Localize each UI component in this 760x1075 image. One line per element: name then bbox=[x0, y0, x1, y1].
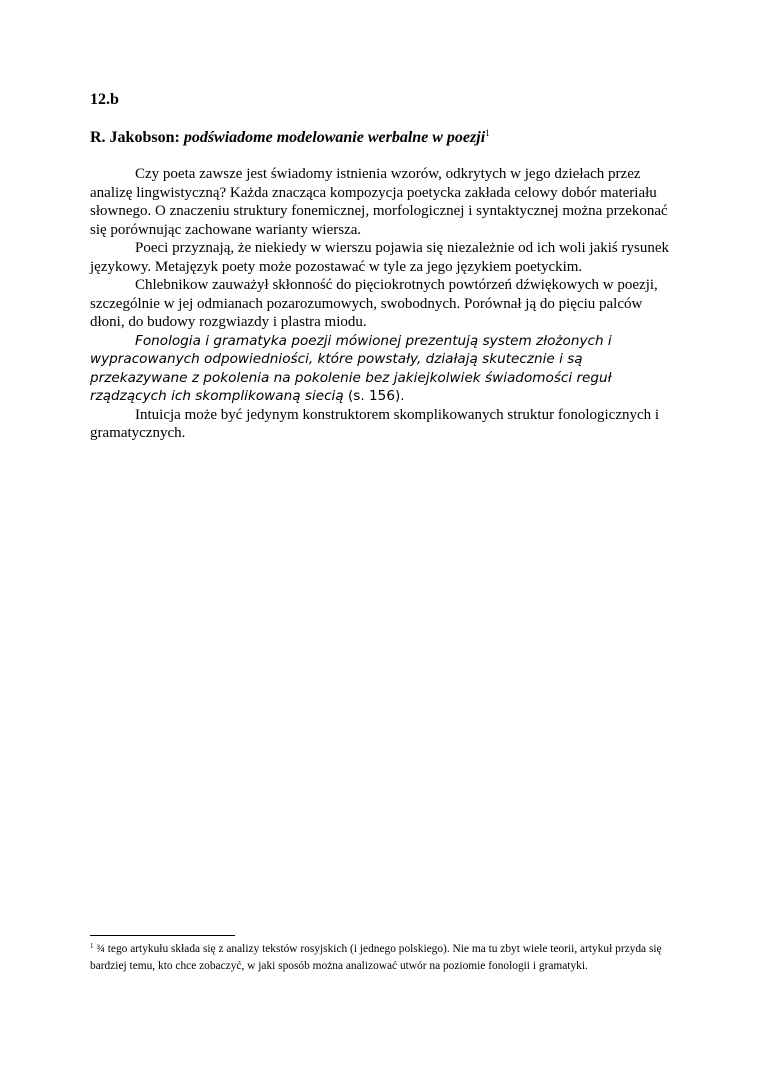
quote-text: Fonologia i gramatyka poezji mówionej prezentują system złożonych i wypracowanych odpowiedniości, które powstały, działają skutecznie i są przekazywane z pokolenia na pokolenie bez jakiejkolwiek świadomości reguł rządzących ich skomplikowaną siecią bbox=[90, 332, 612, 404]
section-number: 12.b bbox=[90, 91, 119, 108]
article-title bbox=[90, 129, 490, 147]
title-author: R. Jakobson: bbox=[90, 129, 180, 146]
article-body bbox=[90, 165, 675, 443]
footnote-mark: 1 bbox=[90, 942, 94, 950]
paragraph-1: Czy poeta zawsze jest świadomy istnienia wzorów, odkrytych w jego dziełach przez analizę lingwistyczną? Każda znacząca kompozycja poetycka zakłada celowy dobór materiału słownego. O znaczeniu struktury fonemicznej, morfologicznej i syntaktycznej można przekonać się porównując zachowane warianty wiersza. bbox=[90, 166, 668, 238]
footnote-separator bbox=[90, 935, 235, 936]
footnote bbox=[90, 941, 670, 974]
quote-citation: (s. 156). bbox=[343, 388, 405, 404]
paragraph-3: Chlebnikow zauważył skłonność do pięciokrotnych powtórzeń dźwiękowych w poezji, szczególnie w jej odmianach pozarozumowych, swobodnych. Porównał ją do pięciu palców dłoni, do budowy rozgwiazdy i plastra miodu. bbox=[90, 277, 658, 330]
paragraph-2: Poeci przyznają, że niekiedy w wierszu pojawia się niezależnie od ich woli jakiś rysunek językowy. Metajęzyk poety może pozostawać w tyle za jego językiem poetyckim. bbox=[90, 240, 669, 275]
title-footnote-mark: 1 bbox=[485, 128, 490, 138]
footnote-text: ¾ tego artykułu składa się z analizy tekstów rosyjskich (i jednego polskiego). Nie ma tu zbyt wiele teorii, artykuł przyda się bardziej temu, kto chce zobaczyć, w jaki sposób można analizować utwór na poziomie fonologii i gramatyki. bbox=[90, 943, 662, 972]
closing-paragraph: Intuicja może być jedynym konstruktorem skomplikowanych struktur fonologicznych i gramatycznych. bbox=[90, 406, 660, 441]
title-subtitle: podświadome modelowanie werbalne w poezji bbox=[183, 129, 486, 146]
quoted-paragraph bbox=[90, 332, 675, 406]
